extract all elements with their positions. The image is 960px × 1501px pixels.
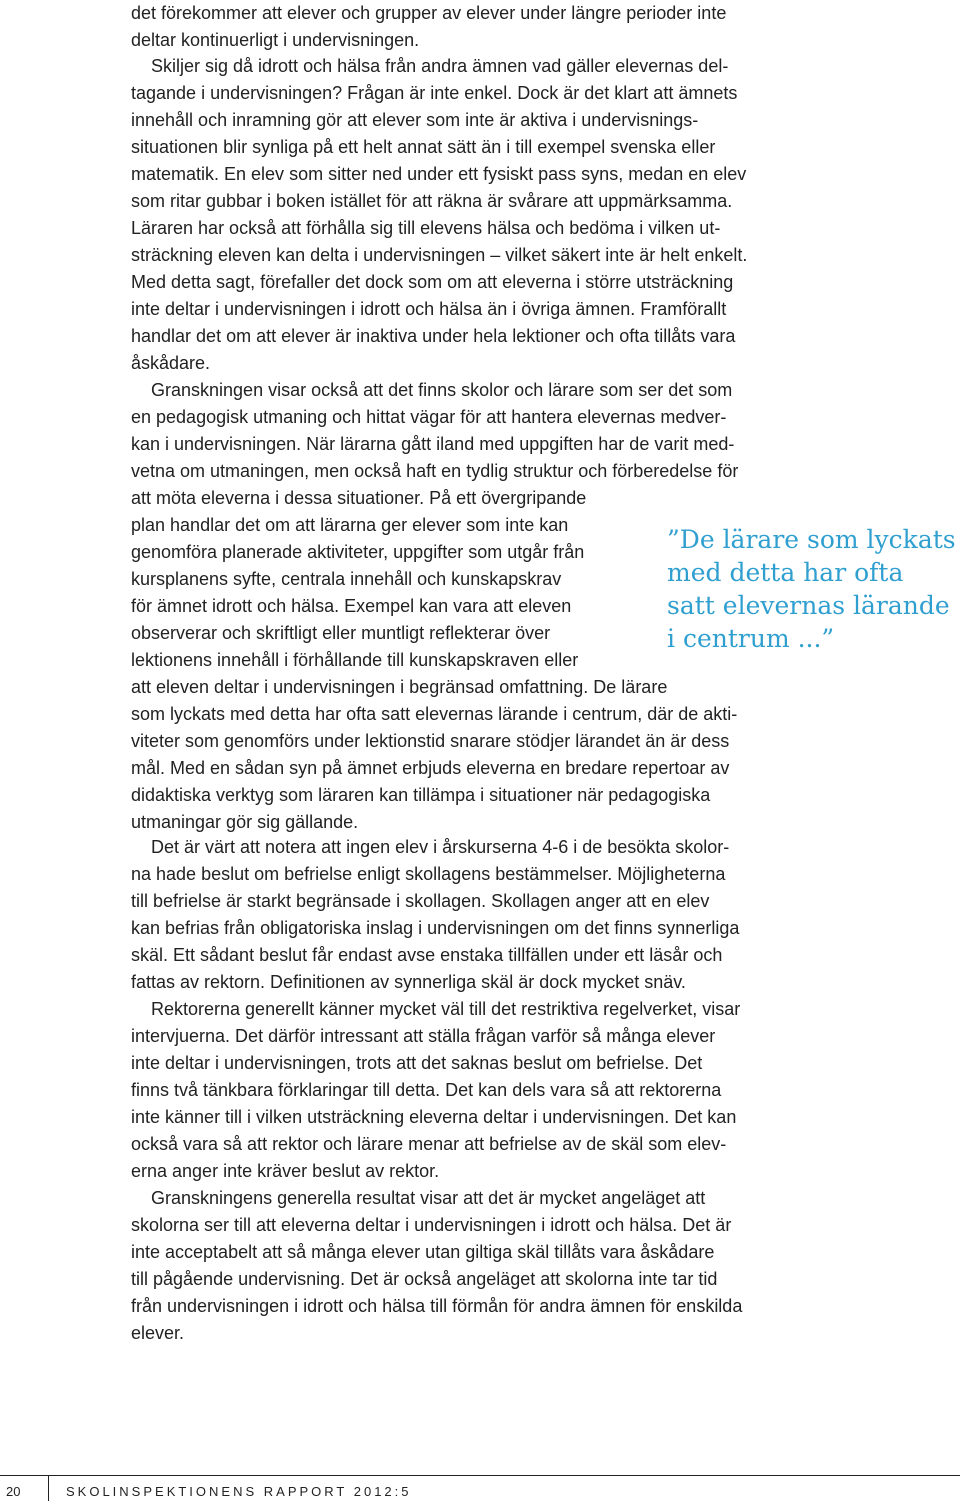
body-line: att möta eleverna i dessa situationer. På ett övergripande [131,488,587,508]
body-line: skäl. Ett sådant beslut får endast avse enstaka tillfällen under ett läsår och [131,945,723,965]
body-line: kan i undervisningen. När lärarna gått iland med uppgiften har de varit med- [131,434,735,454]
body-line: finns två tänkbara förklaringar till detta. Det kan dels vara så att rektorerna [131,1080,722,1100]
body-line: skolorna ser till att eleverna deltar i undervisningen i idrott och hälsa. Det är [131,1215,732,1235]
body-line: handlar det om att elever är inaktiva under hela lektioner och ofta tillåts vara [131,326,736,346]
body-line: till pågående undervisning. Det är också angeläget att skolorna inte tar tid [131,1269,718,1289]
body-line: innehåll och inramning gör att elever som inte är aktiva i undervisnings- [131,110,699,130]
body-line: Skiljer sig då idrott och hälsa från andra ämnen vad gäller elevernas del- [131,56,729,76]
body-line: didaktiska verktyg som läraren kan tillämpa i situationer när pedagogiska [131,785,711,805]
body-line: Granskningen visar också att det finns skolor och lärare som ser det som [131,380,733,400]
pull-quote-line: i centrum ...” [667,624,835,653]
body-line: från undervisningen i idrott och hälsa till förmån för andra ämnen för enskilda [131,1296,743,1316]
footer-divider [48,1475,49,1501]
pull-quote-line: ”De lärare som lyckats [667,525,956,554]
body-line: mål. Med en sådan syn på ämnet erbjuds eleverna en bredare repertoar av [131,758,730,778]
body-line: att eleven deltar i undervisningen i begränsad omfattning. De lärare [131,677,668,697]
body-line: genomföra planerade aktiviteter, uppgifter som utgår från [131,542,585,562]
body-line: elever. [131,1323,185,1343]
pull-quote [667,523,960,655]
body-line: kursplanens syfte, centrala innehåll och kunskapskrav [131,569,562,589]
body-line: som ritar gubbar i boken istället för att räkna är svårare att uppmärksamma. [131,191,733,211]
body-line: situationen blir synliga på ett helt annat sätt än i till exempel svenska eller [131,137,716,157]
page-number: 20 [6,1484,21,1499]
body-line: vetna om utmaningen, men också haft en tydlig struktur och förberedelse för [131,461,739,481]
pull-quote-line: satt elevernas lärande [667,591,950,620]
body-line: också vara så att rektor och lärare menar att befrielse av de skäl som elev- [131,1134,727,1154]
body-line: inte deltar i undervisningen, trots att det saknas beslut om befrielse. Det [131,1053,703,1073]
running-footer: SKOLINSPEKTIONENS RAPPORT 2012:5 [66,1484,412,1499]
body-line: inte känner till i vilken utsträckning eleverna deltar i undervisningen. Det kan [131,1107,737,1127]
body-line: Med detta sagt, förefaller det dock som om att eleverna i större utsträckning [131,272,734,292]
body-line: deltar kontinuerligt i undervisningen. [131,30,420,50]
body-line: matematik. En elev som sitter ned under ett fysiskt pass syns, medan en elev [131,164,747,184]
body-line: en pedagogisk utmaning och hittat vägar för att hantera elevernas medver- [131,407,727,427]
body-line: som lyckats med detta har ofta satt elevernas lärande i centrum, där de akti- [131,704,738,724]
body-line: kan befrias från obligatoriska inslag i undervisningen om det finns synnerliga [131,918,740,938]
body-line: sträckning eleven kan delta i undervisningen – vilket säkert inte är helt enkelt. [131,245,748,265]
body-line: till befrielse är starkt begränsade i skollagen. Skollagen anger att en elev [131,891,710,911]
body-line: för ämnet idrott och hälsa. Exempel kan vara att eleven [131,596,572,616]
pull-quote-line: med detta har ofta [667,558,904,587]
body-line: det förekommer att elever och grupper av elever under längre perioder inte [131,3,727,23]
body-line: na hade beslut om befrielse enligt skollagens bestämmelser. Möjligheterna [131,864,726,884]
body-line: inte deltar i undervisningen i idrott och hälsa än i övriga ämnen. Framförallt [131,299,727,319]
body-line: plan handlar det om att lärarna ger elever som inte kan [131,515,569,535]
body-line: viteter som genomförs under lektionstid snarare stödjer lärandet än är dess [131,731,730,751]
footer-rule [0,1475,960,1476]
body-line: tagande i undervisningen? Frågan är inte enkel. Dock är det klart att ämnets [131,83,738,103]
body-line: lektionens innehåll i förhållande till kunskapskraven eller [131,650,579,670]
body-line: erna anger inte kräver beslut av rektor. [131,1161,440,1181]
body-line: observerar och skriftligt eller muntligt reflekterar över [131,623,551,643]
body-line: åskådare. [131,353,211,373]
body-line: intervjuerna. Det därför intressant att ställa frågan varför så många elever [131,1026,716,1046]
body-line: utmaningar gör sig gällande. [131,812,359,832]
body-line: Granskningens generella resultat visar att det är mycket angeläget att [131,1188,706,1208]
body-line: Det är värt att notera att ingen elev i årskurserna 4-6 i de besökta skolor- [131,837,730,857]
body-line: fattas av rektorn. Definitionen av synnerliga skäl är dock mycket snäv. [131,972,686,992]
body-line: inte acceptabelt att så många elever utan giltiga skäl tillåts vara åskådare [131,1242,715,1262]
body-line: Rektorerna generellt känner mycket väl till det restriktiva regelverket, visar [131,999,741,1019]
body-line: Läraren har också att förhålla sig till elevens hälsa och bedöma i vilken ut- [131,218,721,238]
